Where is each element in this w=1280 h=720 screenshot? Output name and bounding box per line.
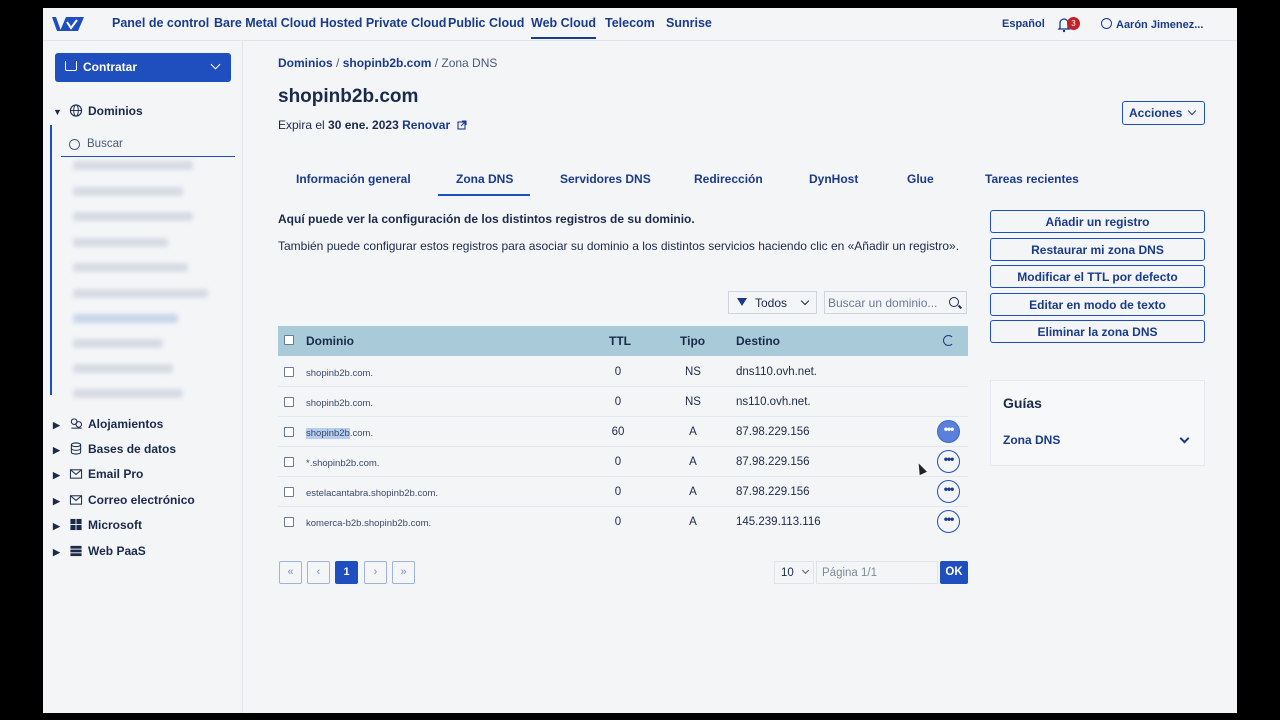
- blurred-domain-item[interactable]: [73, 289, 208, 298]
- select-all-checkbox[interactable]: [284, 335, 294, 345]
- guides-title: Guías: [1003, 395, 1042, 411]
- chevron-down-icon[interactable]: [1180, 434, 1190, 444]
- row-target: 87.98.229.156: [736, 456, 810, 468]
- contratar-button[interactable]: [55, 53, 231, 82]
- envelope-icon: [69, 493, 83, 506]
- sidebar-item-correo-electronico[interactable]: [53, 493, 195, 507]
- blurred-domain-item[interactable]: [73, 389, 183, 398]
- domain-search-input[interactable]: [824, 291, 967, 314]
- table-row: [278, 477, 968, 507]
- current-page-button[interactable]: 1: [335, 561, 358, 584]
- row-ttl: 0: [614, 486, 622, 498]
- table-row: [278, 507, 968, 537]
- notification-badge: 3: [1067, 17, 1080, 30]
- row-target: 145.239.113.116: [736, 516, 821, 528]
- row-target: ns110.ovh.net.: [736, 396, 811, 408]
- sidebar-item-microsoft[interactable]: [53, 518, 142, 532]
- row-type: A: [689, 516, 697, 528]
- intro-text: También puede configurar estos registros para asociar su dominio a los distintos servicios haciendo clic en «Añadir un registro».: [278, 239, 960, 253]
- row-checkbox[interactable]: [284, 367, 294, 377]
- intro-heading: Aquí puede ver la configuración de los distintos registros de su dominio.: [278, 212, 695, 226]
- row-checkbox[interactable]: [284, 487, 294, 497]
- sidebar-item-alojamientos[interactable]: [53, 417, 163, 431]
- user-icon: [1101, 18, 1112, 29]
- add-record-button[interactable]: Añadir un registro: [990, 210, 1205, 233]
- table-row: [278, 357, 968, 387]
- last-page-button[interactable]: »: [392, 561, 415, 584]
- page-size-value: 10: [781, 567, 794, 579]
- tab-tareas-recientes[interactable]: Tareas recientes: [985, 172, 1079, 186]
- blurred-domain-item[interactable]: [73, 161, 193, 170]
- row-actions-button[interactable]: •••: [937, 480, 960, 503]
- app-window: [43, 8, 1237, 713]
- table-row: [278, 417, 968, 447]
- sidebar-label-web-paas: Web PaaS: [88, 544, 146, 558]
- column-header-target[interactable]: Destino: [736, 334, 781, 348]
- modify-ttl-button[interactable]: Modificar el TTL por defecto: [990, 265, 1205, 288]
- sidebar: [43, 41, 243, 713]
- page-number-input[interactable]: [816, 561, 938, 584]
- acciones-label: Acciones: [1129, 106, 1183, 120]
- sidebar-label-dominios: Dominios: [88, 104, 143, 118]
- chevron-down-icon: [1188, 107, 1196, 115]
- renew-link[interactable]: Renovar: [402, 118, 451, 132]
- row-domain: *.shopinb2b.com.: [306, 458, 380, 469]
- row-ttl: 0: [614, 516, 622, 528]
- row-ttl: 0: [614, 396, 622, 408]
- ovh-logo[interactable]: [52, 14, 84, 34]
- sidebar-label-correo-electronico: Correo electrónico: [88, 493, 195, 507]
- delete-zone-button[interactable]: Eliminar la zona DNS: [990, 320, 1205, 343]
- blurred-domain-item[interactable]: [73, 212, 193, 221]
- sidebar-item-bases-de-datos[interactable]: [53, 442, 176, 456]
- column-header-ttl[interactable]: TTL: [609, 334, 631, 348]
- chevron-down-icon: [211, 60, 221, 70]
- row-domain: estelacantabra.shopinb2b.com.: [306, 488, 439, 499]
- guides-item-zona-dns[interactable]: Zona DNS: [1003, 433, 1061, 447]
- sidebar-search-placeholder: Buscar: [87, 138, 123, 150]
- blurred-domain-item[interactable]: [73, 339, 163, 348]
- layers-icon: [69, 544, 83, 557]
- windows-icon: [69, 518, 83, 531]
- table-header: [278, 326, 968, 356]
- row-domain: komerca-b2b.shopinb2b.com.: [306, 518, 432, 529]
- breadcrumb-separator: /: [332, 56, 343, 70]
- breadcrumb-current: Zona DNS: [441, 56, 498, 70]
- expiration-info: [278, 118, 467, 132]
- breadcrumb: [278, 56, 497, 70]
- table-row: [278, 387, 968, 417]
- envelope-icon: [69, 467, 83, 480]
- acciones-button[interactable]: [1122, 101, 1205, 125]
- nav-bare-metal-cloud[interactable]: Bare Metal Cloud: [214, 16, 317, 30]
- row-target: 87.98.229.156: [736, 426, 810, 438]
- chevron-right-icon: ▶: [53, 420, 60, 430]
- filter-value: Todos: [755, 296, 788, 310]
- row-domain-rest: .com.: [349, 428, 374, 439]
- cart-icon: [65, 61, 77, 71]
- row-domain: shopinb2b.com.: [306, 398, 374, 409]
- top-navigation: [43, 8, 1237, 41]
- tab-informacion-general[interactable]: Información general: [296, 172, 411, 186]
- search-icon: [69, 139, 80, 150]
- domain-search-placeholder: Buscar un dominio...: [828, 296, 938, 310]
- chevron-right-icon: ▶: [53, 547, 60, 557]
- sidebar-item-dominios[interactable]: [53, 104, 143, 118]
- row-actions-button[interactable]: •••: [937, 510, 960, 533]
- blurred-domain-item-selected[interactable]: [73, 314, 178, 323]
- guides-panel: [990, 380, 1205, 466]
- row-type: A: [689, 486, 697, 498]
- row-type: A: [689, 426, 697, 438]
- breadcrumb-dominios[interactable]: Dominios: [278, 56, 333, 70]
- row-ttl: 0: [614, 456, 622, 468]
- sidebar-label-alojamientos: Alojamientos: [88, 417, 164, 431]
- tab-redireccion[interactable]: Redirección: [694, 172, 763, 186]
- selected-text: shopinb2b: [306, 428, 350, 439]
- table-row: [278, 447, 968, 477]
- blurred-domain-item[interactable]: [73, 263, 188, 272]
- chevron-right-icon: ▶: [53, 445, 60, 455]
- row-target: 87.98.229.156: [736, 486, 810, 498]
- breadcrumb-domain[interactable]: shopinb2b.com: [342, 56, 432, 70]
- prev-page-button[interactable]: ‹: [307, 561, 330, 584]
- contratar-label: Contratar: [83, 60, 138, 74]
- text-mode-button[interactable]: Editar en modo de texto: [990, 293, 1205, 316]
- breadcrumb-separator: /: [431, 56, 442, 70]
- refresh-icon[interactable]: [943, 335, 954, 346]
- expire-date: 30 ene. 2023: [328, 118, 399, 132]
- page-number-placeholder: Página 1/1: [822, 567, 877, 579]
- tree-indicator: [50, 125, 52, 395]
- row-domain: shopinb2b.com.: [306, 368, 374, 379]
- database-icon: [69, 442, 83, 455]
- go-to-page-button[interactable]: OK: [940, 561, 968, 584]
- nav-telecom[interactable]: Telecom: [605, 16, 655, 30]
- sidebar-label-microsoft: Microsoft: [88, 518, 142, 532]
- globe-icon: [69, 104, 83, 117]
- chevron-right-icon: ▶: [53, 496, 60, 506]
- row-target: dns110.ovh.net.: [736, 366, 817, 378]
- row-ttl: 60: [611, 426, 625, 438]
- blurred-domain-item[interactable]: [73, 238, 168, 247]
- restore-zone-button[interactable]: Restaurar mi zona DNS: [990, 238, 1205, 261]
- tab-zona-dns[interactable]: Zona DNS: [438, 172, 530, 196]
- tab-glue[interactable]: Glue: [907, 172, 934, 186]
- expire-prefix: Expira el: [278, 118, 325, 132]
- nav-sunrise[interactable]: Sunrise: [666, 16, 712, 30]
- sidebar-label-bases-de-datos: Bases de datos: [88, 442, 177, 456]
- row-type: A: [689, 456, 697, 468]
- chevron-down-icon: [802, 567, 809, 574]
- nav-public-cloud[interactable]: Public Cloud: [448, 16, 525, 30]
- nav-web-cloud[interactable]: Web Cloud: [531, 16, 596, 39]
- record-type-filter[interactable]: [728, 291, 817, 314]
- next-page-button[interactable]: ›: [364, 561, 387, 584]
- hosting-icon: [69, 417, 83, 430]
- first-page-button[interactable]: «: [279, 561, 302, 584]
- row-checkbox[interactable]: [284, 457, 294, 467]
- row-checkbox[interactable]: [284, 397, 294, 407]
- row-type: NS: [685, 366, 701, 378]
- chevron-right-icon: ▶: [53, 521, 60, 531]
- language-selector[interactable]: Español: [1002, 18, 1045, 30]
- user-menu[interactable]: [1101, 18, 1203, 31]
- row-actions-button[interactable]: •••: [937, 450, 960, 473]
- row-checkbox[interactable]: [284, 427, 294, 437]
- chevron-down-icon: ▼: [53, 107, 62, 117]
- user-name: Aarón Jimenez...: [1116, 19, 1204, 31]
- tab-servidores-dns[interactable]: Servidores DNS: [560, 172, 651, 186]
- chevron-down-icon: [801, 297, 809, 305]
- sidebar-item-web-paas[interactable]: [53, 544, 146, 558]
- nav-panel-de-control[interactable]: Panel de control: [112, 16, 210, 30]
- external-link-icon[interactable]: [457, 120, 467, 130]
- filter-icon: [737, 298, 747, 306]
- sidebar-search-input[interactable]: [61, 135, 235, 157]
- blurred-domain-item[interactable]: [73, 187, 183, 196]
- row-actions-button[interactable]: •••: [937, 420, 960, 443]
- nav-hosted-private-cloud[interactable]: Hosted Private Cloud: [320, 16, 447, 30]
- column-header-type[interactable]: Tipo: [680, 334, 706, 348]
- row-type: NS: [685, 396, 701, 408]
- sidebar-item-email-pro[interactable]: [53, 467, 143, 481]
- row-checkbox[interactable]: [284, 517, 294, 527]
- row-ttl: 0: [614, 366, 622, 378]
- sidebar-label-email-pro: Email Pro: [88, 467, 144, 481]
- tab-dynhost[interactable]: DynHost: [809, 172, 859, 186]
- search-icon[interactable]: [949, 297, 959, 307]
- row-domain: [306, 428, 373, 439]
- column-header-domain[interactable]: Dominio: [306, 334, 354, 348]
- page-title: shopinb2b.com: [278, 86, 419, 107]
- chevron-right-icon: ▶: [53, 470, 60, 480]
- page-size-select[interactable]: [774, 561, 814, 584]
- blurred-domain-item[interactable]: [73, 364, 173, 373]
